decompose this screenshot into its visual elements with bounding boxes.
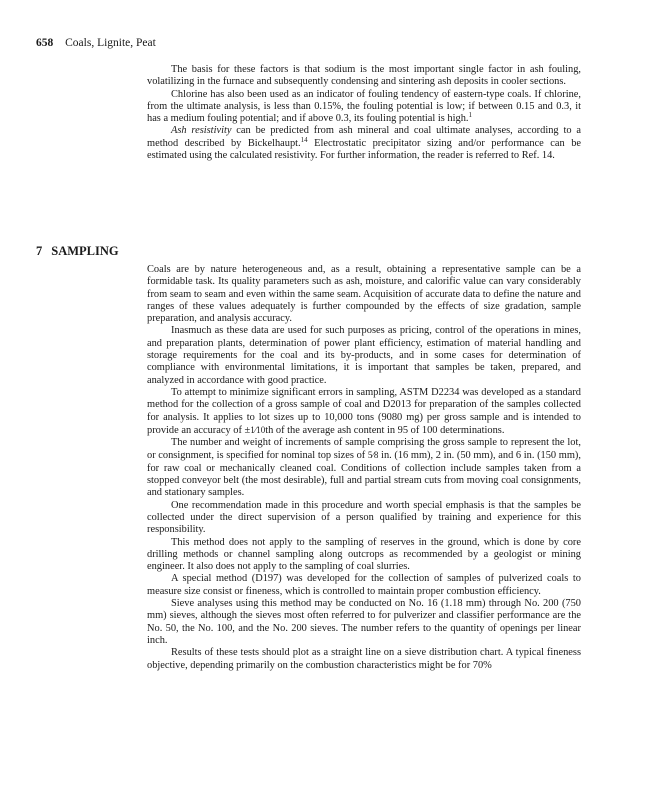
page-number: 658 [36,37,54,49]
paragraph [147,89,581,126]
term-ash-resistivity: Ash resistivity [171,125,232,137]
paragraph-text: The number and weight of increments of sample comprising the gross sample to represent the lot, or consignment, is specified for nominal top sizes of [147,437,581,462]
paragraph: Results of these tests should plot as a straight line on a sieve distribution chart. A typical fineness objective, depending primarily on the combustion characteristics might be for 70% [147,647,581,671]
paragraph: Inasmuch as these data are used for such purposes as pricing, control of the operations in mines, and preparation plants, determination of power plant efficiency, estimation of material handling and storage requirements for the coal and its by-products, and in some cases for determination of compliance with environmental limitations, it is important that samples be taken, prepared, and analyzed in accordance with good practice. [147,325,581,386]
paragraph-text: Electrostatic precipitator sizing and/or performance can be estimated using the calculated resistivity. For further information, the reader is referred to Ref. 14. [147,137,582,162]
sampling-text [147,264,581,672]
section-title: SAMPLING [51,244,119,258]
paragraph: A special method (D197) was developed for the collection of samples of pulverized coals to measure size consist or fineness, which is controlled to maintain proper combustion efficiency. [147,573,581,597]
running-title: Coals, Lignite, Peat [65,37,156,49]
fraction: 5⁄8 [367,450,379,461]
reference-marker: 1 [468,111,472,120]
paragraph: Sieve analyses using this method may be conducted on No. 16 (1.18 mm) through No. 200 (750 mm) sieves, although the sieves most often referred to for pulverizer and classifier performance are the No. 50, the No. 100, and the No. 200 sieves. The number refers to the quantity of openings per linear inch. [147,598,581,646]
paragraph-text: in. (16 mm), 2 in. (50 mm), and 6 in. (150 mm), for raw coal or mechanically cleaned coal. Conditions of collection include samples taken from a stopped conveyor belt (the most desirable), full and partial stream cuts from moving coal consignments, and stationary samples. [147,450,581,499]
paragraph-text: can be predicted from ash mineral and coal ultimate analyses, according to a method described by Bickelhaupt. [147,125,581,149]
section-number: 7 [36,244,43,258]
reference-marker: 14 [300,135,308,144]
paragraph-text: th of the average ash content in 95 of 100 determinations. [265,424,505,436]
fraction: 1⁄10 [250,424,266,435]
intro-text [147,64,581,162]
section-heading [36,244,119,259]
paragraph: The basis for these factors is that sodium is the most important single factor in ash fouling, volatilizing in the furnace and subsequently condensing and sintering ash deposits in cooler sections. [147,64,581,88]
paragraph: This method does not apply to the sampling of reserves in the ground, which is done by core drilling methods or channel sampling along outcrops as recommended by a geologist or mining engineer. It also does not apply to the sampling of coal slurries. [147,536,581,573]
paragraph [147,437,581,499]
paragraph: Coals are by nature heterogeneous and, as a result, obtaining a representative sample can be a formidable task. Its quality parameters such as ash, moisture, and calorific value can vary considerably from seam to seam and even within the same seam. Acquisition of accurate data to define the nature and ranges of these values adequately is further compounded by the effects of size gradation, sample preparation, and analysis accuracy. [147,264,581,325]
running-header [36,37,156,49]
paragraph [147,387,581,437]
paragraph [147,125,581,162]
paragraph: One recommendation made in this procedure and worth special emphasis is that the samples be collected under the direct supervision of a person qualified by training and experience for this responsibility. [147,499,581,536]
paragraph-text: To attempt to minimize significant errors in sampling, ASTM D2234 was developed as a standard method for the collection of a gross sample of coal and D2013 for preparation of the samples collected for analysis. It applies to lot sizes up to 10,000 tons (9080 mg) per gross sample and is intended to provide an accuracy of ± [147,386,581,436]
paragraph-text: Chlorine has also been used as an indicator of fouling tendency of eastern-type coals. If chlorine, from the ultimate analysis, is less than 0.15%, the fouling potential is low; if between 0.15 and 0.3, it has a medium fouling potential; and if above 0.3, its fouling potential is high. [147,88,581,125]
